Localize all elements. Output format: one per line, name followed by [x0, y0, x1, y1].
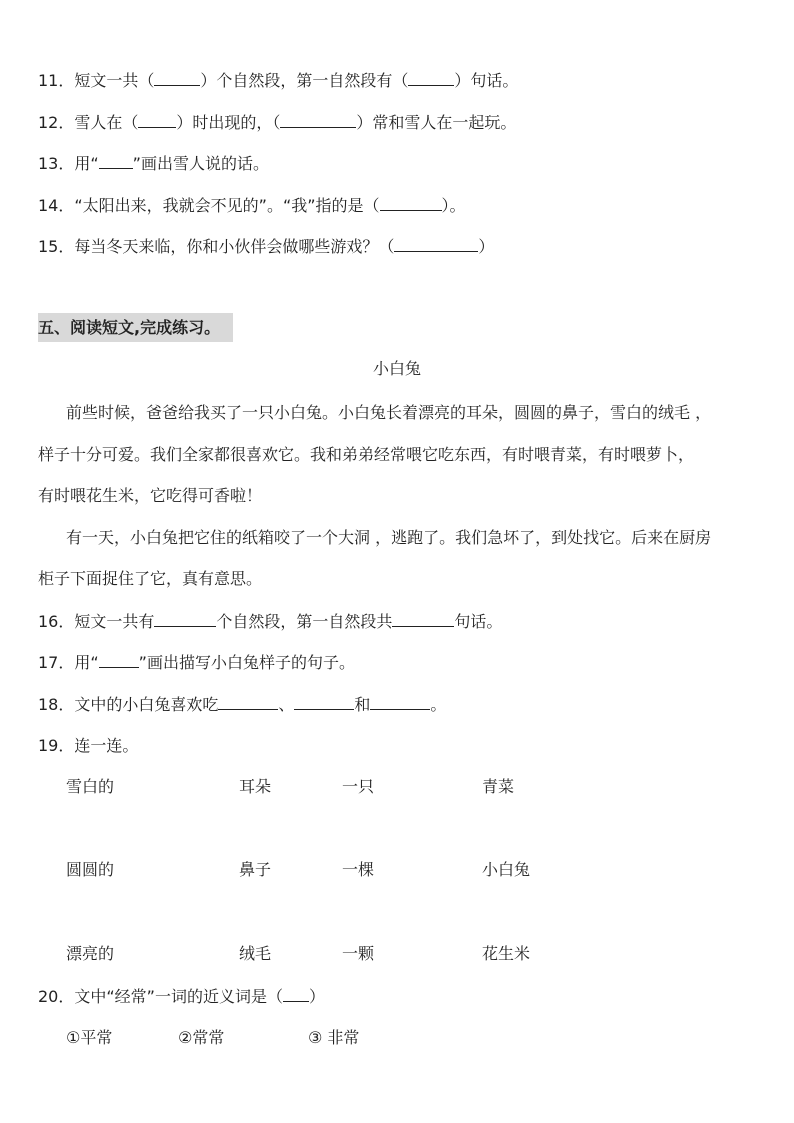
question-12: 12．雪人在（ ）时出现的，（ ）常和雪人在一起玩。 — [38, 113, 517, 132]
answer-blank[interactable] — [218, 694, 278, 710]
story-paragraph-1-line-1: 前些时候，爸爸给我买了一只小白兔。小白兔长着漂亮的耳朵，圆圆的鼻子，雪白的绒毛 ， — [66, 403, 712, 422]
question-18: 18．文中的小白兔喜欢吃 、 和 。 — [38, 695, 447, 714]
match-item[interactable]: 一棵 — [342, 860, 375, 879]
match-item[interactable]: 耳朵 — [239, 777, 272, 796]
match-item[interactable]: 一颗 — [342, 944, 375, 963]
question-number: 17． — [38, 653, 75, 672]
question-15: 15．每当冬天来临，你和小伙伴会做哪些游戏？（ ） — [38, 237, 495, 256]
answer-blank[interactable] — [280, 112, 356, 128]
question-number: 15． — [38, 237, 75, 256]
question-19: 19．连一连。 — [38, 736, 139, 755]
match-item[interactable]: 雪白的 — [66, 777, 115, 796]
question-14: 14．“太阳出来，我就会不见的”。“我”指的是（ ）。 — [38, 196, 466, 215]
answer-blank[interactable] — [408, 70, 454, 86]
question-number: 13． — [38, 154, 75, 173]
story-paragraph-2-line-2: 柜子下面捉住了它，真有意思。 — [38, 569, 263, 588]
question-number: 11． — [38, 71, 75, 90]
match-item[interactable]: 漂亮的 — [66, 944, 115, 963]
option-2[interactable]: ②常常 — [178, 1028, 225, 1047]
answer-blank[interactable] — [138, 112, 176, 128]
story-paragraph-2-line-1: 有一天，小白兔把它住的纸箱咬了一个大洞 ，逃跑了。我们急坏了，到处找它。后来在厨房 — [66, 528, 712, 547]
question-number: 16． — [38, 612, 75, 631]
question-number: 14． — [38, 196, 75, 215]
question-number: 18． — [38, 695, 75, 714]
match-item[interactable]: 圆圆的 — [66, 860, 115, 879]
match-item[interactable]: 花生米 — [482, 944, 531, 963]
answer-blank[interactable] — [99, 652, 139, 668]
match-item[interactable]: 一只 — [342, 777, 375, 796]
story-paragraph-1-line-2: 样子十分可爱。我们全家都很喜欢它。我和弟弟经常喂它吃东西，有时喂青菜，有时喂萝卜， — [38, 445, 695, 464]
answer-blank[interactable] — [392, 611, 454, 627]
answer-blank[interactable] — [154, 611, 216, 627]
story-paragraph-1-line-3: 有时喂花生米，它吃得可香啦！ — [38, 486, 263, 505]
option-1[interactable]: ①平常 — [66, 1028, 113, 1047]
answer-blank[interactable] — [294, 694, 354, 710]
story-title: 小白兔 — [372, 359, 421, 378]
answer-blank[interactable] — [394, 236, 478, 252]
question-number: 20． — [38, 987, 75, 1006]
question-number: 19． — [38, 736, 75, 755]
section-heading: 五、阅读短文,完成练习。 — [38, 313, 233, 342]
option-3[interactable]: ③ 非常 — [308, 1028, 360, 1047]
answer-blank[interactable] — [370, 694, 430, 710]
answer-blank[interactable] — [99, 153, 133, 169]
question-number: 12． — [38, 113, 75, 132]
match-item[interactable]: 青菜 — [482, 777, 515, 796]
answer-blank[interactable] — [380, 195, 442, 211]
match-item[interactable]: 鼻子 — [239, 860, 272, 879]
match-item[interactable]: 小白兔 — [482, 860, 531, 879]
question-17: 17．用“ ”画出描写小白兔样子的句子。 — [38, 653, 355, 672]
question-20: 20．文中“经常”一词的近义词是（ ） — [38, 987, 325, 1006]
question-16: 16．短文一共有 个自然段，第一自然段共 句话。 — [38, 612, 503, 631]
answer-blank[interactable] — [283, 986, 309, 1002]
question-11: 11．短文一共（ ）个自然段，第一自然段有（ ）句话。 — [38, 71, 519, 90]
match-item[interactable]: 绒毛 — [239, 944, 272, 963]
question-13: 13．用“ ”画出雪人说的话。 — [38, 154, 269, 173]
answer-blank[interactable] — [154, 70, 200, 86]
